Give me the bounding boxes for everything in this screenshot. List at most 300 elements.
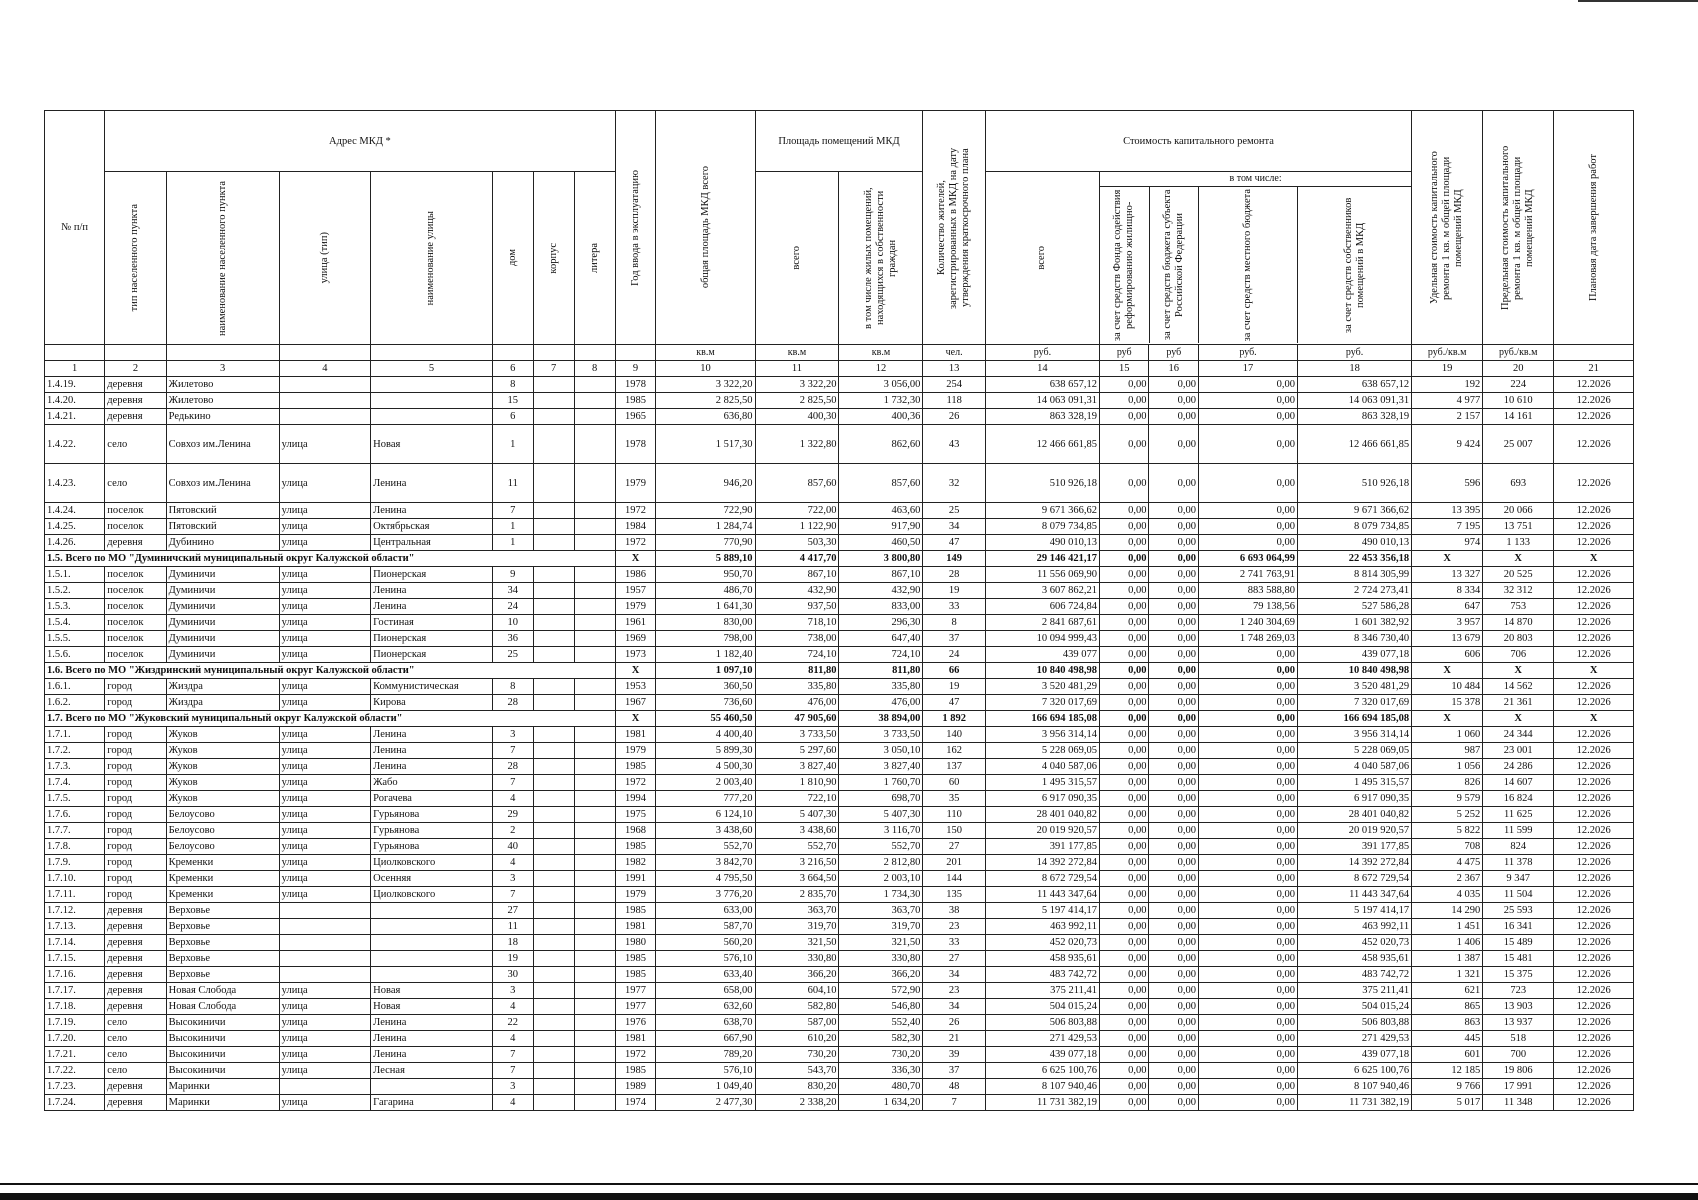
table-cell: 0,00 xyxy=(1199,967,1298,983)
unit-cell: руб./кв.м xyxy=(1412,345,1483,361)
table-cell: 60 xyxy=(923,775,985,791)
table-cell: 1 495 315,57 xyxy=(1298,775,1412,791)
table-cell: улица xyxy=(279,775,371,791)
table-cell: улица xyxy=(279,791,371,807)
table-cell: 14 607 xyxy=(1483,775,1554,791)
table-row xyxy=(45,1079,1634,1095)
table-cell: 824 xyxy=(1483,839,1554,855)
table-row xyxy=(45,775,1634,791)
table-cell: 504 015,24 xyxy=(1298,999,1412,1015)
table-cell: 2 825,50 xyxy=(656,393,755,409)
table-cell xyxy=(574,1031,615,1047)
table-cell: 37 xyxy=(923,1063,985,1079)
table-cell: 0,00 xyxy=(1149,1047,1199,1063)
table-cell xyxy=(574,1047,615,1063)
table-cell: 8 814 305,99 xyxy=(1298,567,1412,583)
table-cell: Ленина xyxy=(371,583,493,599)
table-cell: 0,00 xyxy=(1099,567,1149,583)
table-cell: 7 xyxy=(492,1047,533,1063)
table-cell xyxy=(279,967,371,983)
table-cell: 3 520 481,29 xyxy=(1298,679,1412,695)
table-cell: 12 466 661,85 xyxy=(1298,425,1412,464)
table-cell: 40 xyxy=(492,839,533,855)
table-cell: 1.7.15. xyxy=(45,951,105,967)
table-cell: 11 504 xyxy=(1483,887,1554,903)
table-cell: 1.7.10. xyxy=(45,871,105,887)
table-cell: 0,00 xyxy=(1199,791,1298,807)
table-cell: 439 077 xyxy=(985,647,1099,663)
table-cell: 27 xyxy=(923,951,985,967)
table-cell: 0,00 xyxy=(1149,503,1199,519)
table-row xyxy=(45,1063,1634,1079)
table-cell: 38 xyxy=(923,903,985,919)
unit-cell: руб. xyxy=(1199,345,1298,361)
table-cell: 14 290 xyxy=(1412,903,1483,919)
table-cell: улица xyxy=(279,567,371,583)
table-cell: Кирова xyxy=(371,695,493,711)
table-cell: 0,00 xyxy=(1149,791,1199,807)
table-row xyxy=(45,839,1634,855)
table-cell: 1 322,80 xyxy=(755,425,839,464)
table-cell: 13 751 xyxy=(1483,519,1554,535)
table-cell xyxy=(574,567,615,583)
column-index-cell: 3 xyxy=(166,361,279,377)
table-cell: 34 xyxy=(923,999,985,1015)
table-cell: Осенняя xyxy=(371,871,493,887)
table-cell xyxy=(533,871,574,887)
table-cell: 789,20 xyxy=(656,1047,755,1063)
table-cell: 47 xyxy=(923,695,985,711)
table-cell: 576,10 xyxy=(656,951,755,967)
table-cell: 722,10 xyxy=(755,791,839,807)
table-cell: 606 724,84 xyxy=(985,599,1099,615)
table-cell: 0,00 xyxy=(1149,903,1199,919)
table-cell: 12.2026 xyxy=(1554,823,1634,839)
table-cell: Гостиная xyxy=(371,615,493,631)
table-cell xyxy=(574,855,615,871)
table-cell: Жуков xyxy=(166,759,279,775)
table-cell: 14 562 xyxy=(1483,679,1554,695)
table-cell: 335,80 xyxy=(755,679,839,695)
table-cell: 0,00 xyxy=(1199,1079,1298,1095)
table-cell: 560,20 xyxy=(656,935,755,951)
table-cell: 0,00 xyxy=(1199,647,1298,663)
table-row xyxy=(45,409,1634,425)
table-cell: 857,60 xyxy=(839,464,923,503)
table-cell: 12.2026 xyxy=(1554,951,1634,967)
table-cell: 3 733,50 xyxy=(755,727,839,743)
table-cell: 0,00 xyxy=(1099,1031,1149,1047)
table-cell: 8 xyxy=(492,679,533,695)
table-cell: 0,00 xyxy=(1149,839,1199,855)
table-cell: 4 500,30 xyxy=(656,759,755,775)
table-row xyxy=(45,871,1634,887)
table-cell: 0,00 xyxy=(1149,727,1199,743)
table-cell: 483 742,72 xyxy=(985,967,1099,983)
table-cell: 375 211,41 xyxy=(985,983,1099,999)
table-cell: 1 240 304,69 xyxy=(1199,615,1298,631)
table-cell: 29 xyxy=(492,807,533,823)
table-cell: 47 905,60 xyxy=(755,711,839,727)
col-header-locality-type: тип населенного пункта xyxy=(105,172,166,345)
table-cell xyxy=(574,759,615,775)
table-cell: 1977 xyxy=(615,999,656,1015)
table-cell: 1 xyxy=(492,535,533,551)
table-cell: 3 xyxy=(492,983,533,999)
table-cell: Пятовский xyxy=(166,503,279,519)
table-cell: деревня xyxy=(105,967,166,983)
table-cell: Думиничи xyxy=(166,583,279,599)
table-cell: 12.2026 xyxy=(1554,999,1634,1015)
table-row xyxy=(45,903,1634,919)
table-cell: 811,80 xyxy=(839,663,923,679)
table-cell: 66 xyxy=(923,663,985,679)
table-body xyxy=(45,377,1634,1111)
table-cell: 1985 xyxy=(615,1063,656,1079)
table-cell: 1 734,30 xyxy=(839,887,923,903)
table-cell xyxy=(533,425,574,464)
unit-cell-empty xyxy=(279,345,371,361)
table-row xyxy=(45,377,1634,393)
table-cell: 633,00 xyxy=(656,903,755,919)
table-cell: 0,00 xyxy=(1199,775,1298,791)
table-cell: Ленина xyxy=(371,1015,493,1031)
unit-cell: руб. xyxy=(1298,345,1412,361)
table-cell: 3 664,50 xyxy=(755,871,839,887)
table-cell: Белоусово xyxy=(166,839,279,855)
table-cell: 1 133 xyxy=(1483,535,1554,551)
table-cell: 23 xyxy=(923,983,985,999)
table-cell: 0,00 xyxy=(1149,535,1199,551)
table-cell: 12.2026 xyxy=(1554,1015,1634,1031)
table-cell: 15 481 xyxy=(1483,951,1554,967)
table-cell: 1.4.26. xyxy=(45,535,105,551)
table-row xyxy=(45,393,1634,409)
table-cell: город xyxy=(105,887,166,903)
table-cell: 363,70 xyxy=(755,903,839,919)
table-cell: 1.7.5. xyxy=(45,791,105,807)
table-cell xyxy=(371,1079,493,1095)
table-cell: 0,00 xyxy=(1099,999,1149,1015)
table-cell: 24 344 xyxy=(1483,727,1554,743)
table-cell: 0,00 xyxy=(1099,807,1149,823)
table-cell: 1 634,20 xyxy=(839,1095,923,1111)
table-cell: 0,00 xyxy=(1199,464,1298,503)
unit-cell: кв.м xyxy=(839,345,923,361)
table-cell: 452 020,73 xyxy=(985,935,1099,951)
table-cell: 11 xyxy=(492,464,533,503)
table-row xyxy=(45,535,1634,551)
table-cell: 452 020,73 xyxy=(1298,935,1412,951)
table-cell: 24 xyxy=(492,599,533,615)
table-cell: 19 806 xyxy=(1483,1063,1554,1079)
table-cell: 1 321 xyxy=(1412,967,1483,983)
table-row xyxy=(45,951,1634,967)
units-row xyxy=(45,345,1634,361)
table-cell: 19 xyxy=(492,951,533,967)
table-cell: 0,00 xyxy=(1099,887,1149,903)
table-cell xyxy=(574,1095,615,1111)
table-cell xyxy=(533,631,574,647)
table-cell: 736,60 xyxy=(656,695,755,711)
col-header-area-owned: в том числе жилых помещений, находящихся в собственности граждан xyxy=(839,172,923,345)
table-cell: деревня xyxy=(105,919,166,935)
table-cell xyxy=(533,1095,574,1111)
table-cell xyxy=(533,935,574,951)
table-cell: 0,00 xyxy=(1149,1015,1199,1031)
table-cell: 0,00 xyxy=(1099,935,1149,951)
table-cell: 0,00 xyxy=(1149,599,1199,615)
table-cell: улица xyxy=(279,1015,371,1031)
table-cell: 4 795,50 xyxy=(656,871,755,887)
column-index-cell: 20 xyxy=(1483,361,1554,377)
table-cell: улица xyxy=(279,983,371,999)
table-cell: Циолковского xyxy=(371,855,493,871)
table-cell: 601 xyxy=(1412,1047,1483,1063)
table-cell: 527 586,28 xyxy=(1298,599,1412,615)
table-cell: 1981 xyxy=(615,919,656,935)
table-cell: Ленина xyxy=(371,1031,493,1047)
table-cell: 12.2026 xyxy=(1554,393,1634,409)
table-cell: 504 015,24 xyxy=(985,999,1099,1015)
table-cell: город xyxy=(105,679,166,695)
table-cell xyxy=(574,727,615,743)
table-cell: Новая xyxy=(371,983,493,999)
col-header-limit-cost: Предельная стоимость капитального ремонта 1 кв. м общей площади помещений МКД xyxy=(1483,111,1554,345)
table-cell: 1.4.23. xyxy=(45,464,105,503)
table-cell: 24 xyxy=(923,647,985,663)
unit-cell: чел. xyxy=(923,345,985,361)
table-cell: Пионерская xyxy=(371,567,493,583)
column-index-cell: 9 xyxy=(615,361,656,377)
table-cell: 321,50 xyxy=(839,935,923,951)
table-cell: 552,70 xyxy=(656,839,755,855)
table-cell: 463 992,11 xyxy=(985,919,1099,935)
column-index-cell: 19 xyxy=(1412,361,1483,377)
table-cell: 432,90 xyxy=(839,583,923,599)
table-cell: 1972 xyxy=(615,775,656,791)
table-cell: поселок xyxy=(105,647,166,663)
column-index-cell: 14 xyxy=(985,361,1099,377)
table-cell: 336,30 xyxy=(839,1063,923,1079)
table-cell: улица xyxy=(279,583,371,599)
incl-subtable xyxy=(1100,187,1411,343)
table-cell: 4 040 587,06 xyxy=(985,759,1099,775)
table-cell: 12.2026 xyxy=(1554,679,1634,695)
table-cell: 10 610 xyxy=(1483,393,1554,409)
table-cell: 22 xyxy=(492,1015,533,1031)
table-cell: 0,00 xyxy=(1099,679,1149,695)
table-cell: 11 731 382,19 xyxy=(985,1095,1099,1111)
table-row xyxy=(45,967,1634,983)
table-cell: Центральная xyxy=(371,535,493,551)
table-cell: 15 xyxy=(492,393,533,409)
table-cell: 3 116,70 xyxy=(839,823,923,839)
table-cell xyxy=(574,951,615,967)
table-cell: 3 050,10 xyxy=(839,743,923,759)
table-cell xyxy=(574,903,615,919)
table-cell: 24 286 xyxy=(1483,759,1554,775)
table-cell xyxy=(574,599,615,615)
table-cell xyxy=(371,935,493,951)
table-cell: X xyxy=(1412,711,1483,727)
table-cell: Верховье xyxy=(166,919,279,935)
table-cell: поселок xyxy=(105,503,166,519)
table-cell: Верховье xyxy=(166,951,279,967)
table-cell: поселок xyxy=(105,583,166,599)
table-cell xyxy=(574,679,615,695)
table-cell: город xyxy=(105,855,166,871)
table-cell: 0,00 xyxy=(1199,1063,1298,1079)
table-cell: улица xyxy=(279,887,371,903)
col-header-local-budget: за счет средств местного бюджета xyxy=(1199,187,1298,343)
table-cell: 5 228 069,05 xyxy=(1298,743,1412,759)
table-cell: 137 xyxy=(923,759,985,775)
table-cell: поселок xyxy=(105,631,166,647)
table-cell: 9 671 366,62 xyxy=(985,503,1099,519)
table-cell: 12.2026 xyxy=(1554,377,1634,393)
unit-cell: руб xyxy=(1149,345,1199,361)
table-cell: 14 392 272,84 xyxy=(985,855,1099,871)
table-cell: 34 xyxy=(492,583,533,599)
table-row xyxy=(45,567,1634,583)
table-cell xyxy=(533,679,574,695)
table-cell: 0,00 xyxy=(1099,599,1149,615)
table-cell: 693 xyxy=(1483,464,1554,503)
table-cell xyxy=(533,1047,574,1063)
table-cell: 1979 xyxy=(615,887,656,903)
table-cell: город xyxy=(105,839,166,855)
table-cell: 366,20 xyxy=(839,967,923,983)
table-cell: 12.2026 xyxy=(1554,599,1634,615)
table-cell: 0,00 xyxy=(1099,409,1149,425)
table-cell: 439 077,18 xyxy=(985,1047,1099,1063)
table-cell: 0,00 xyxy=(1149,871,1199,887)
table-cell xyxy=(533,855,574,871)
table-cell: 20 019 920,57 xyxy=(985,823,1099,839)
table-cell: 192 xyxy=(1412,377,1483,393)
table-cell: 2 xyxy=(492,823,533,839)
table-cell: 0,00 xyxy=(1199,887,1298,903)
table-cell xyxy=(574,967,615,983)
table-cell: 48 xyxy=(923,1079,985,1095)
table-cell xyxy=(279,903,371,919)
unit-cell-empty xyxy=(166,345,279,361)
table-cell: 0,00 xyxy=(1099,631,1149,647)
table-cell: 1.7.12. xyxy=(45,903,105,919)
table-cell: поселок xyxy=(105,615,166,631)
table-cell: 596 xyxy=(1412,464,1483,503)
table-cell xyxy=(371,903,493,919)
table-cell: 1980 xyxy=(615,935,656,951)
table-cell: 1965 xyxy=(615,409,656,425)
table-cell: 0,00 xyxy=(1099,759,1149,775)
table-cell: 16 341 xyxy=(1483,919,1554,935)
table-cell: 7 xyxy=(492,503,533,519)
table-cell: улица xyxy=(279,759,371,775)
table-cell: деревня xyxy=(105,903,166,919)
table-cell: X xyxy=(1554,663,1634,679)
table-cell: 1986 xyxy=(615,567,656,583)
table-cell: 296,30 xyxy=(839,615,923,631)
col-header-cost-total: всего xyxy=(985,172,1099,345)
table-cell xyxy=(574,823,615,839)
table-cell: 0,00 xyxy=(1149,711,1199,727)
table-cell: улица xyxy=(279,823,371,839)
table-cell: 1953 xyxy=(615,679,656,695)
table-row xyxy=(45,1095,1634,1111)
table-cell: город xyxy=(105,743,166,759)
table-cell: Думиничи xyxy=(166,615,279,631)
table-cell: Маринки xyxy=(166,1095,279,1111)
table-row xyxy=(45,631,1634,647)
table-cell: 1985 xyxy=(615,759,656,775)
table-cell xyxy=(574,503,615,519)
table-cell: 606 xyxy=(1412,647,1483,663)
column-index-cell: 2 xyxy=(105,361,166,377)
table-cell: 15 375 xyxy=(1483,967,1554,983)
table-cell: 3 827,40 xyxy=(839,759,923,775)
col-header-region-budget: за счет средств бюджета субъекта Российской Федерации xyxy=(1149,187,1198,343)
table-cell: 149 xyxy=(923,551,985,567)
table-cell: 0,00 xyxy=(1199,855,1298,871)
table-cell: 1 406 xyxy=(1412,935,1483,951)
table-cell: 826 xyxy=(1412,775,1483,791)
table-cell: 937,50 xyxy=(755,599,839,615)
table-cell: город xyxy=(105,871,166,887)
table-cell: 34 xyxy=(923,967,985,983)
table-cell: 621 xyxy=(1412,983,1483,999)
table-cell: 8 107 940,46 xyxy=(1298,1079,1412,1095)
table-cell xyxy=(574,583,615,599)
table-cell: 1985 xyxy=(615,967,656,983)
table-cell: улица xyxy=(279,1031,371,1047)
table-cell: 0,00 xyxy=(1099,1047,1149,1063)
table-cell: 460,50 xyxy=(839,535,923,551)
table-cell: 582,80 xyxy=(755,999,839,1015)
table-cell: Гагарина xyxy=(371,1095,493,1111)
bottom-rule-thin xyxy=(0,1183,1698,1185)
table-cell: 1985 xyxy=(615,951,656,967)
col-header-area-all: всего xyxy=(755,172,839,345)
unit-cell: кв.м xyxy=(755,345,839,361)
table-cell: 9 579 xyxy=(1412,791,1483,807)
table-cell: 15 378 xyxy=(1412,695,1483,711)
table-cell: 1968 xyxy=(615,823,656,839)
table-cell: Ленина xyxy=(371,727,493,743)
table-cell: 1 732,30 xyxy=(839,393,923,409)
table-cell: 730,20 xyxy=(839,1047,923,1063)
table-cell: 12.2026 xyxy=(1554,1063,1634,1079)
table-cell xyxy=(279,409,371,425)
unit-cell-empty xyxy=(45,345,105,361)
table-cell: 1.4.19. xyxy=(45,377,105,393)
table-cell: Жуков xyxy=(166,775,279,791)
table-cell: 1.4.21. xyxy=(45,409,105,425)
table-cell: 20 019 920,57 xyxy=(1298,823,1412,839)
table-cell xyxy=(533,887,574,903)
table-cell: 110 xyxy=(923,807,985,823)
table-cell: 950,70 xyxy=(656,567,755,583)
table-cell xyxy=(533,775,574,791)
table-cell: 0,00 xyxy=(1149,1079,1199,1095)
table-cell: 321,50 xyxy=(755,935,839,951)
table-cell: 162 xyxy=(923,743,985,759)
table-cell: 1.7.20. xyxy=(45,1031,105,1047)
table-cell: 1.7.7. xyxy=(45,823,105,839)
table-cell: Высокиничи xyxy=(166,1063,279,1079)
table-cell: 458 935,61 xyxy=(1298,951,1412,967)
